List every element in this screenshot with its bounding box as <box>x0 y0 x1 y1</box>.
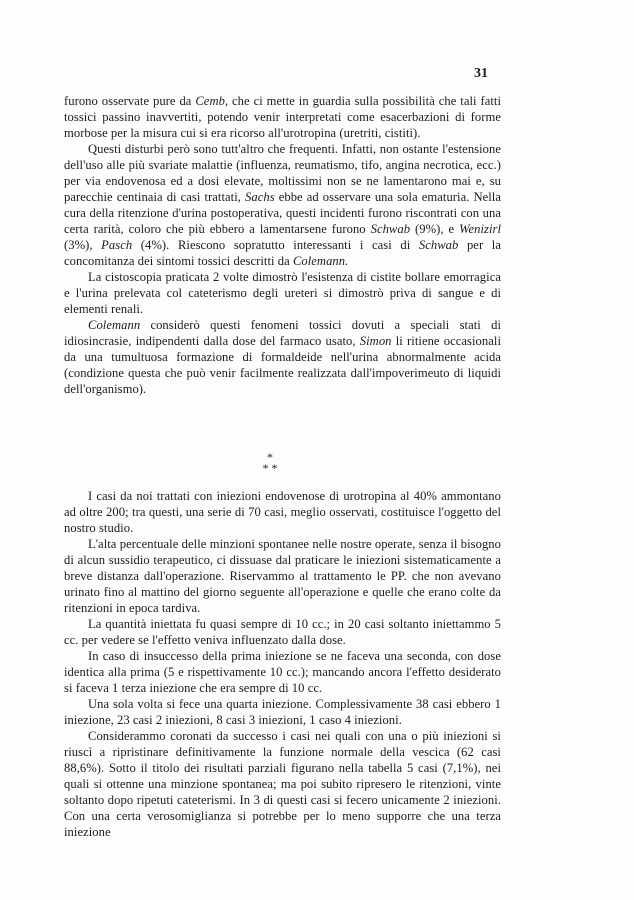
paragraph <box>64 317 501 397</box>
text-run: che ci mette in guardia sulla possibilità che tali fatti tossici passino inavvertiti, potendo venir interpretati come esacerbazioni di forme morbose per la misura cui si era ricorso all'urotropina (uretriti, cistiti). <box>64 94 501 140</box>
paragraph <box>64 93 501 141</box>
author-name: Colemann <box>88 318 141 332</box>
author-name: Simon <box>359 334 392 348</box>
text-block-upper <box>64 93 501 397</box>
paragraph: Una sola volta si fece una quarta iniezione. Complessivamente 38 casi ebbero 1 iniezione, 23 casi 2 iniezioni, 8 casi 3 iniezioni, 1 caso 4 iniezioni. <box>64 697 501 727</box>
page-number: 31 <box>474 66 488 81</box>
text-run: li ritiene occasionali da una tumultuosa formazione di formaldeide nell'urina abnormalmente acida (condizione questa che può venir facilmente realizzata dall'impoverimeuto di liquidi dell'organismo). <box>64 334 501 396</box>
asterisk-bottom: * * <box>262 461 278 475</box>
text-run: (9%), e <box>410 222 460 236</box>
paragraph <box>64 141 501 269</box>
paragraph: I casi da noi trattati con iniezioni endovenose di urotropina al 40% ammontano ad oltre 200; tra questi, una serie di 70 casi, meglio osservati, costituisce l'oggetto del nostro studio. <box>64 489 501 535</box>
text-run: per la concomitanza dei sintomi tossici descritti da <box>64 238 501 268</box>
paragraph: La quantità iniettata fu quasi sempre di 10 cc.; in 20 casi soltanto iniettammo 5 cc. per vedere se l'effetto veniva influenzato dalla dose. <box>64 617 501 647</box>
author-name: Cemb, <box>195 94 229 108</box>
text-run: Questi disturbi però sono tutt'altro che frequenti. Infatti, non ostante l'estensione dell'uso alle più svariate malattie (influenza, reumatismo, tifo, angina necrotica, ecc.) per via endovenosa ed a dosi elevate, moltissimi non se ne lamentarono mai e, su parecchie centinaia di casi trattati, <box>64 142 501 204</box>
paragraph: L'alta percentuale delle minzioni spontanee nelle nostre operate, senza il bisogno di alcun sussidio terapeutico, ci dissuase dal praticare le iniezioni sistematicamente a breve distanza dall'operazione. Riservammo al trattamento le PP. che non avevano urinato fino al mattino del giorno seguente all'operazione e quelle che erano colte da ritenzioni in epoca tardiva. <box>64 537 501 615</box>
text-run: considerò questi fenomeni tossici dovuti a speciali stati di idiosincrasie, indipendenti dalla dose del farmaco usato, <box>64 318 501 348</box>
paragraph: Considerammo coronati da successo i casi nei quali con una o più iniezioni si riuscì a ripristinare definitivamente la funzione normale della vescica (62 casi 88,6%). Sotto il titolo dei risultati parziali figurano nella tabella 5 casi (7,1%), nei quali si ottenne una minzione spontanea; ma poi subito ripresero le ritenzioni, vinte soltanto dopo ripetuti cateterismi. In 3 di questi casi si fecero unicamente 2 iniezioni. Con una certa verosomiglianza si potrebbe per lo meno supporre che una terza iniezione <box>64 729 501 839</box>
author-name: Schwab <box>370 222 411 236</box>
text-run: (3%), <box>64 238 102 252</box>
paragraph: In caso di insuccesso della prima iniezione se ne faceva una seconda, con dose identica alla prima (5 e rispettivamente 10 cc.); mancando ancora l'effetto desiderato si faceva 1 terza iniezione che era sempre di 10 cc. <box>64 649 501 695</box>
author-name: Pasch <box>101 238 133 252</box>
author-name: Wenizirl <box>459 222 501 236</box>
text-run: furono osservate pure da <box>64 94 196 108</box>
text-run: La cistoscopia praticata 2 volte dimostrò l'esistenza di cistite bollare emorragica e l'urina prelevata col cateterismo degli ureteri si dimostrò priva di sangue e di elementi renali. <box>64 270 501 316</box>
section-separator <box>240 452 300 474</box>
asterisk-top: * <box>267 450 273 464</box>
text-block-lower <box>64 488 501 840</box>
author-name: Sachs <box>245 190 275 204</box>
author-name: Colemann. <box>292 254 349 268</box>
author-name: Schwab <box>418 238 459 252</box>
text-run: (4%). Riescono sopratutto interessanti i casi di <box>132 238 419 252</box>
text-run: ebbe ad osservare una sola ematuria. Nella cura della ritenzione d'urina postoperativa, questi incidenti furono riscontrati con una certa rarità, coloro che più ebbero a lamentarsene furono <box>64 190 501 236</box>
paragraph <box>64 269 501 317</box>
